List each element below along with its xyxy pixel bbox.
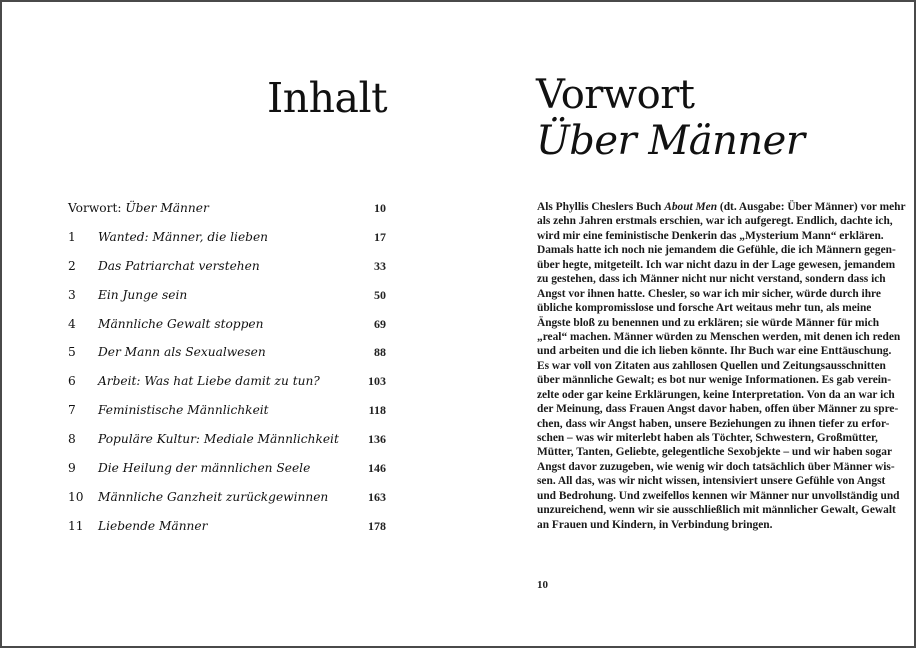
toc-entry-page: 33 (374, 258, 386, 273)
chapter-title: Vorwort (536, 72, 695, 118)
text-line: sen. All das, was wir nicht wissen, intensiviert unsere Gefühle von Angst (537, 475, 886, 488)
toc-entry-page: 103 (368, 374, 386, 389)
table-of-contents (68, 200, 386, 547)
toc-entry-page: 69 (374, 316, 386, 331)
toc-entry-label (68, 200, 209, 216)
chapter-heading (536, 72, 804, 164)
toc-entry-chapter-6[interactable] (68, 373, 386, 402)
toc-entry-title: Die Heilung der männlichen Seele (98, 461, 311, 476)
chapter-subtitle: Über Männer (536, 118, 805, 164)
toc-entry-chapter-9[interactable] (68, 460, 386, 489)
toc-entry-title: Populäre Kultur: Mediale Männlichkeit (98, 432, 339, 447)
text-line: Als Phyllis Cheslers Buch About Men (dt. Ausgabe: Über Männer) vor mehr (537, 201, 906, 213)
toc-entry-page: 163 (368, 489, 386, 504)
toc-entry-title: Männliche Ganzheit zurückgewinnen (98, 489, 329, 504)
text-line: zu gestehen, dass ich Männer nicht nur nicht verstand, sondern dass ich (537, 273, 886, 286)
toc-entry-chapter-3[interactable] (68, 287, 386, 316)
toc-entry-page: 136 (368, 432, 386, 447)
toc-entry-number: 6 (68, 374, 76, 389)
toc-entry-title: Arbeit: Was hat Liebe damit zu tun? (98, 374, 320, 389)
toc-entry-chapter-10[interactable] (68, 489, 386, 518)
toc-entry-title: Über Männer (125, 201, 209, 215)
text-line: „real“ machen. Männer würden zu Menschen werden, mit denen ich reden (537, 330, 901, 343)
text-line: über männliche Gewalt; es bot nur wenige Informationen. Es gab verein- (537, 374, 892, 387)
toc-entry-title: Das Patriarchat verstehen (98, 258, 260, 273)
toc-entry-page: 10 (374, 201, 386, 215)
text-line: chen, dass wir Angst haben, unsere Beziehungen zu ihnen tiefer zu erfor- (537, 417, 890, 430)
toc-entry-number: 8 (68, 432, 76, 447)
toc-entry-number: 5 (68, 345, 76, 360)
toc-entry-title: Männliche Gewalt stoppen (98, 316, 264, 331)
toc-entry-number: 3 (68, 287, 76, 302)
text-line: schen – was wir miterlebt haben als Töchter, Schwestern, Großmütter, (537, 432, 878, 444)
book-title-emphasis: About Men (664, 201, 718, 213)
toc-entry-chapter-4[interactable] (68, 316, 386, 345)
right-page-foreword (460, 2, 914, 646)
toc-entry-page: 146 (368, 461, 386, 476)
toc-entry-chapter-1[interactable] (68, 229, 386, 258)
left-page-contents (2, 2, 460, 646)
toc-entry-number: 4 (68, 316, 76, 331)
toc-entry-foreword[interactable] (68, 200, 386, 229)
toc-entry-page: 118 (368, 403, 386, 418)
toc-entry-page: 50 (374, 287, 386, 302)
text-line: wird mir eine feministische Denkerin das „Mysterium Mann“ erklären. (537, 229, 884, 242)
toc-entry-title: Liebende Männer (98, 518, 208, 533)
text-line: über hegte, mitgeteilt. Ich war nicht dazu in der Lage gewesen, jemandem (537, 258, 896, 271)
text-line: und arbeiten und die ich lieben könnte. Ihr Buch war eine Enttäuschung. (537, 345, 892, 358)
toc-entry-prefix: Vorwort: (68, 201, 126, 215)
toc-entry-number: 7 (68, 403, 76, 418)
toc-entry-page: 88 (374, 345, 386, 360)
text-line: übliche kompromisslose und forsche Art weitaus mehr tun, als meine (537, 302, 872, 315)
toc-entry-page: 17 (374, 229, 386, 244)
text-line: Damals hatte ich noch nie jemandem die Gefühle, die ich Männern gegen- (537, 244, 896, 257)
foreword-body-text (537, 200, 906, 532)
text-line: Ängste bloß zu benennen und zu erklären; sie würde Männer für mich (537, 316, 880, 329)
text-line: Mütter, Tanten, Geliebte, gelegentliche Sexobjekte – und wir haben sogar (537, 446, 892, 459)
text-line: und Bedrohung. Und zweifellos kennen wir Männer nur unvollständig und (537, 489, 900, 502)
text-line: der Meinung, dass Frauen Angst davor haben, offen über Männer zu spre- (537, 403, 899, 416)
toc-entry-title: Der Mann als Sexualwesen (98, 345, 266, 360)
toc-entry-number: 1 (68, 229, 76, 244)
toc-entry-number: 9 (68, 461, 76, 476)
toc-entry-title: Ein Junge sein (98, 287, 188, 302)
text-line: zelte oder gar keine Erklärungen, keine Interpretation. Von da an war ich (537, 388, 895, 401)
toc-entry-chapter-5[interactable] (68, 344, 386, 373)
toc-entry-title: Feministische Männlichkeit (98, 403, 269, 418)
toc-entry-page: 178 (368, 518, 386, 533)
text-line: Es war voll von Zitaten aus zahllosen Quellen und Zeitungsausschnitten (537, 359, 886, 372)
toc-entry-chapter-11[interactable] (68, 518, 386, 547)
toc-entry-number: 10 (68, 489, 84, 504)
toc-entry-number: 11 (68, 518, 84, 533)
text-line: unzureichend, wenn wir sie ausschließlich mit männlicher Gewalt, Gewalt (537, 504, 896, 517)
toc-entry-chapter-2[interactable] (68, 258, 386, 287)
page-number: 10 (537, 579, 548, 591)
contents-title: Inhalt (267, 74, 388, 122)
text-line: Angst vor ihnen hatte. Chesler, so war ich mir sicher, würde durch ihre (537, 287, 881, 300)
toc-entry-title: Wanted: Männer, die lieben (98, 229, 269, 244)
toc-entry-number: 2 (68, 258, 76, 273)
toc-entry-chapter-7[interactable] (68, 402, 386, 431)
text-line: als zehn Jahren erstmals erschien, war ich aufgeregt. Endlich, dachte ich, (537, 215, 893, 228)
toc-entry-chapter-8[interactable] (68, 431, 386, 460)
text-line: Angst davor zuzugeben, wie wenig wir doch tatsächlich über Männer wis- (537, 460, 895, 473)
text-line: an Frauen und Kindern, in Verbindung bringen. (537, 518, 773, 531)
